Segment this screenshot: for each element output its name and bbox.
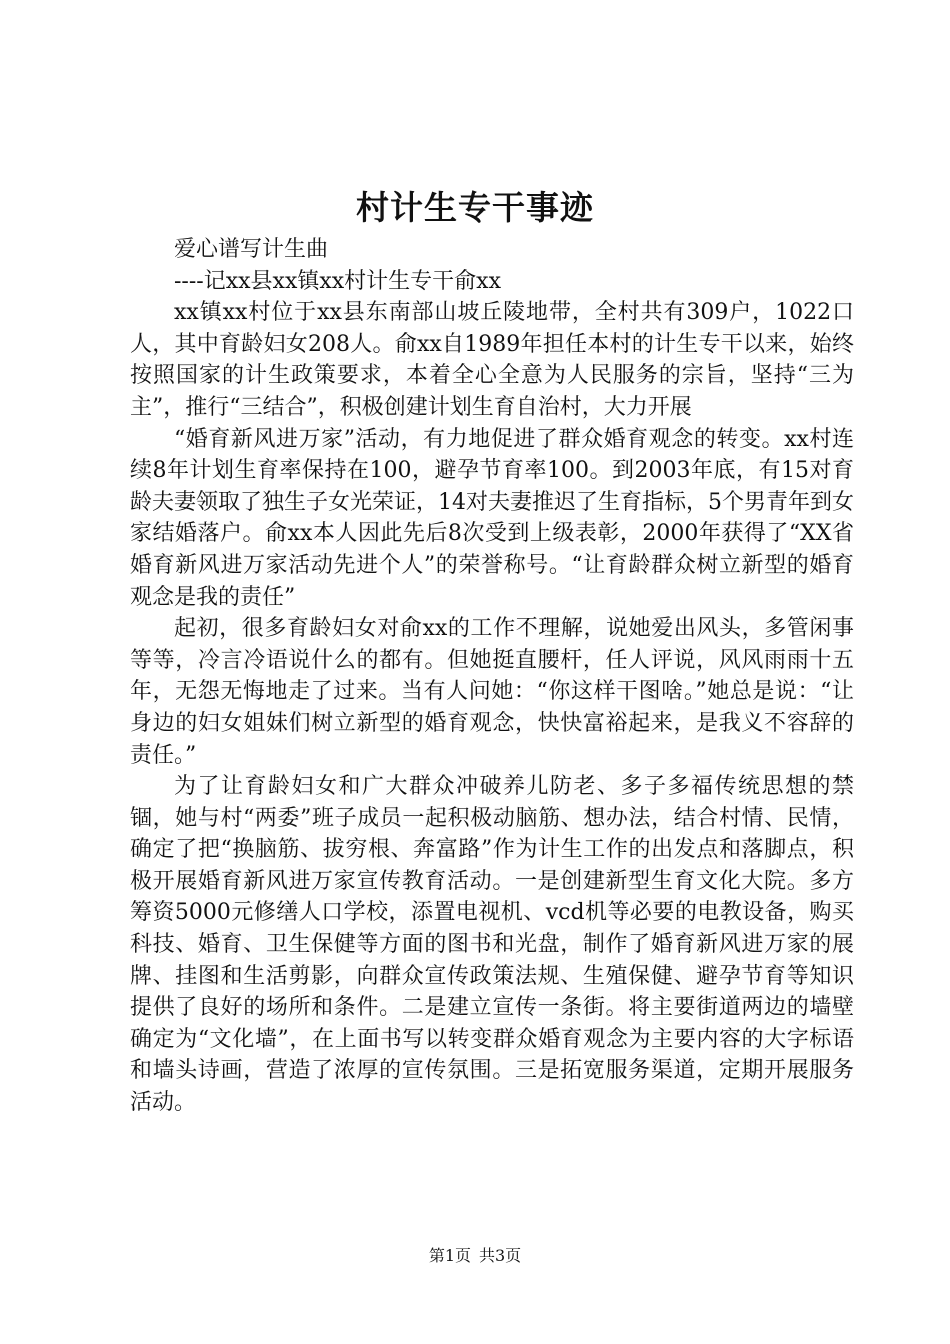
page-footer xyxy=(0,1245,950,1267)
paragraph-1: xx镇xx村位于xx县东南部山坡丘陵地带，全村共有309户，1022口人，其中育龄妇女208人。俞xx自1989年担任本村的计生专干以来，始终按照国家的计生政策要求，本着全心全意为人民服务的宗旨，坚持“三为主”，推行“三结合”，积极创建计划生育自治村，大力开展 xyxy=(130,300,854,420)
paragraph-3: 起初，很多育龄妇女对俞xx的工作不理解，说她爱出风头，多管闲事等等，冷言冷语说什么的都有。但她挺直腰杆，任人评说，风风雨雨十五年，无怨无悔地走了过来。当有人问她：“你这样干图啥。”她总是说：“让身边的妇女姐妹们树立新型的婚育观念，快快富裕起来，是我义不容辞的责任。” xyxy=(130,616,854,768)
document-body xyxy=(130,234,854,1119)
document-subtitle: 爱心谱写计生曲 xyxy=(174,237,329,262)
page-number: 第1页 xyxy=(428,1246,471,1265)
paragraph-4: 为了让育龄妇女和广大群众冲破养儿防老、多子多福传统思想的禁锢，她与村“两委”班子成员一起积极动脑筋、想办法，结合村情、民情，确定了把“换脑筋、拔穷根、奔富路”作为计生工作的出发点和落脚点，积极开展婚育新风进万家宣传教育活动。一是创建新型生育文化大院。多方筹资5000元修缮人口学校，添置电视机、vcd机等必要的电教设备，购买科技、婚育、卫生保健等方面的图书和光盘，制作了婚育新风进万家的展牌、挂图和生活剪影，向群众宣传政策法规、生殖保健、避孕节育等知识提供了良好的场所和条件。二是建立宣传一条街。将主要街道两边的墙壁确定为“文化墙”，在上面书写以转变群众婚育观念为主要内容的大字标语和墙头诗画，营造了浓厚的宣传氛围。三是拓宽服务渠道，定期开展服务活动。 xyxy=(130,774,854,1116)
document-title: 村计生专干事迹 xyxy=(356,188,594,227)
paragraph-2: “婚育新风进万家”活动，有力地促进了群众婚育观念的转变。xx村连续8年计划生育率保持在100，避孕节育率100。到2003年底，有15对育龄夫妻领取了独生子女光荣证，14对夫妻推迟了生育指标，5个男青年到女家结婚落户。俞xx本人因此先后8次受到上级表彰，2000年获得了“XX省婚育新风进万家活动先进个人”的荣誉称号。“让育龄群众树立新型的婚育观念是我的责任” xyxy=(130,426,854,610)
page-total: 共3页 xyxy=(479,1246,522,1265)
document-byline: ----记xx县xx镇xx村计生专干俞xx xyxy=(174,268,501,294)
